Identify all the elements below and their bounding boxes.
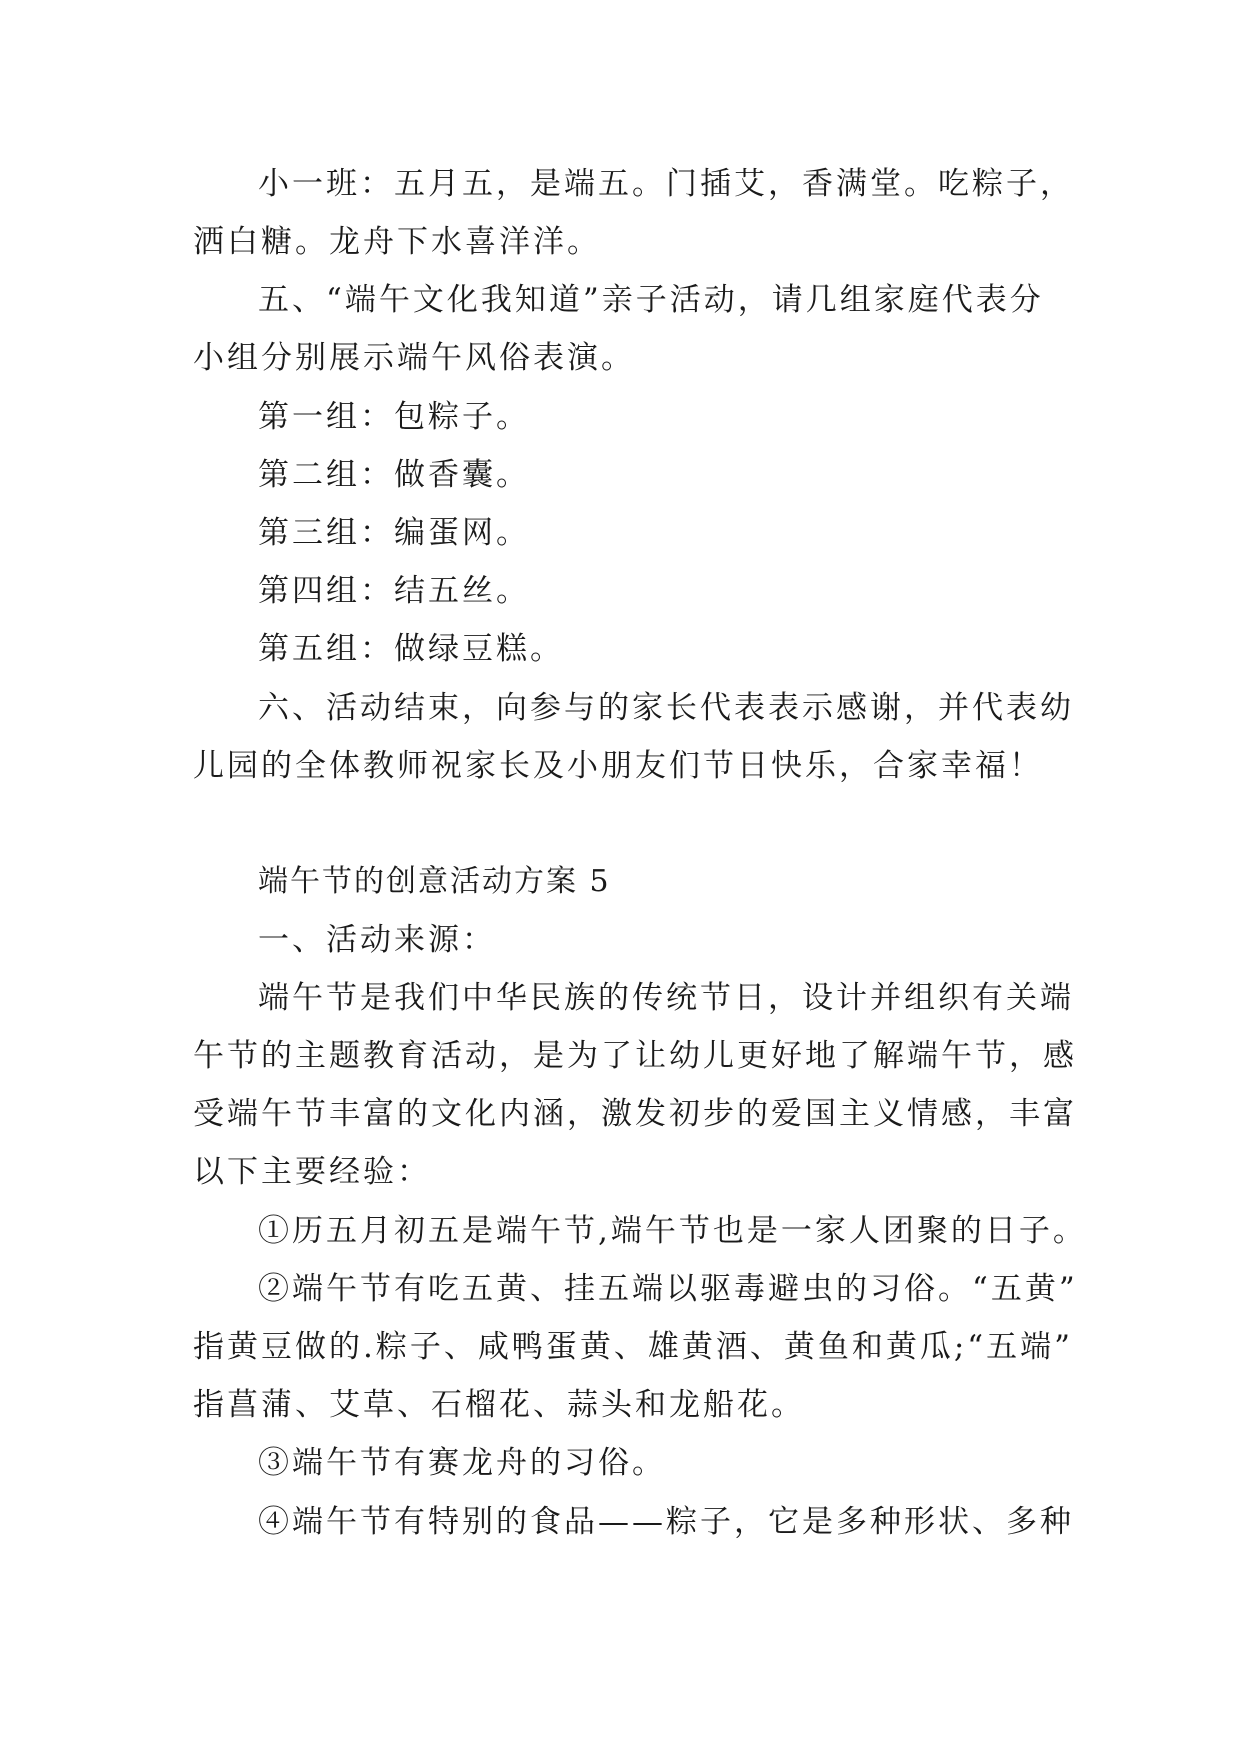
text-line: ②端午节有吃五黄、挂五端以驱毒避虫的习俗。“五黄”	[258, 1271, 1078, 1307]
text-line: 六、活动结束，向参与的家长代表表示感谢，并代表幼	[258, 690, 1074, 726]
text-line: 端午节是我们中华民族的传统节日，设计并组织有关端	[258, 980, 1074, 1016]
text-line: 小组分别展示端午风俗表演。	[193, 340, 635, 376]
text-line: ③端午节有赛龙舟的习俗。	[258, 1445, 666, 1481]
text-line: 小一班：五月五，是端五。门插艾，香满堂。吃粽子，	[258, 166, 1074, 202]
text-line: 指黄豆做的.粽子、咸鸭蛋黄、雄黄酒、黄鱼和黄瓜;“五端”	[193, 1329, 1073, 1365]
text-line: 第四组：结五丝。	[258, 573, 530, 609]
text-line: 第三组：编蛋网。	[258, 515, 530, 551]
text-line: 儿园的全体教师祝家长及小朋友们节日快乐，合家幸福！	[193, 748, 1043, 784]
section-heading: 端午节的创意活动方案 5	[258, 864, 611, 899]
text-line: 五、“端午文化我知道”亲子活动，请几组家庭代表分	[258, 282, 1044, 318]
text-line: 第一组：包粽子。	[258, 399, 530, 435]
text-line: 指菖蒲、艾草、石榴花、蒜头和龙船花。	[193, 1387, 805, 1423]
text-line: 受端午节丰富的文化内涵，激发初步的爱国主义情感，丰富	[193, 1096, 1077, 1132]
text-line: 第五组：做绿豆糕。	[258, 631, 564, 667]
text-line: 洒白糖。龙舟下水喜洋洋。	[193, 224, 601, 260]
text-line: 第二组：做香囊。	[258, 457, 530, 493]
text-line: ①历五月初五是端午节,端午节也是一家人团聚的日子。	[258, 1213, 1087, 1249]
text-line: 一、活动来源：	[258, 922, 496, 958]
text-line: ④端午节有特别的食品——粽子，它是多种形状、多种	[258, 1504, 1074, 1540]
text-line: 午节的主题教育活动，是为了让幼儿更好地了解端午节，感	[193, 1038, 1077, 1074]
text-line: 以下主要经验：	[193, 1154, 431, 1190]
